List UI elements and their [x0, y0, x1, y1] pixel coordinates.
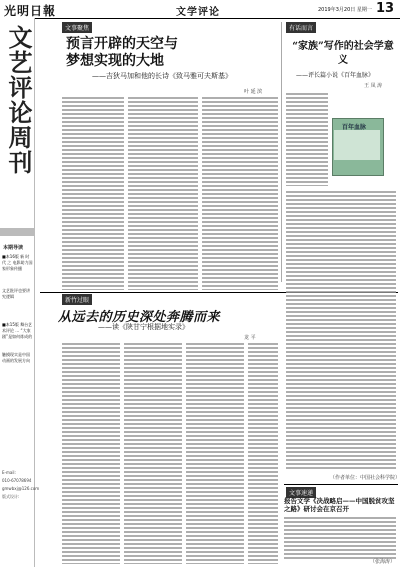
book-cover-inner — [334, 130, 380, 160]
toc-item[interactable]: ■本16版 新 时 代 之 电影助力国家形象传播 — [2, 254, 33, 271]
article3-title[interactable]: “家族”写作的社会学意义 — [292, 41, 394, 66]
article1-subtitle: ——吉狄马加和他的长诗《致马雅可夫斯基》 — [92, 72, 232, 80]
section-rule-2 — [284, 484, 398, 485]
article4-note: （张海涛） — [370, 559, 396, 565]
article3-body-top — [286, 92, 328, 186]
contact-line: 版式设计: — [2, 494, 20, 499]
toc-item[interactable]: ■本15版 舞台艺术评论 … “大家剧”是如何炼成的 — [2, 322, 33, 339]
contact-line: gmwbxj@126.com — [2, 486, 40, 491]
article1-author: 叶 延 滨 — [244, 89, 263, 95]
article2-tag: 新竹过眼 — [62, 294, 92, 305]
article3-note: （作者单位：中国社会科学院） — [330, 475, 400, 481]
toc-item[interactable]: 触摸现实是中国动画的发展方向 — [2, 352, 30, 363]
article2-subtitle: ——读《陕甘宁根据地实录》 — [98, 323, 189, 331]
article1-tag: 文事聚焦 — [62, 22, 92, 33]
article2-body-col4 — [248, 342, 278, 564]
article3-tag: 有话而言 — [286, 22, 316, 33]
column-divider — [281, 22, 282, 282]
article1-title-line2: 梦想实现的大地 — [66, 53, 164, 69]
article1-body-col3 — [202, 96, 278, 290]
article4-title[interactable]: 报告文学《决战略启——中国脱贫攻坚之路》研讨会在京召开 — [284, 497, 395, 513]
article2-author: 龙 平 — [244, 335, 256, 341]
article4-body — [284, 516, 396, 560]
toc-heading: 本期导读 — [3, 245, 24, 251]
book-cover-title: 百年血脉 — [342, 124, 367, 131]
article2-body-col3 — [186, 342, 244, 564]
article3-subtitle: ——评长篇小说《百年血脉》 — [296, 72, 375, 79]
article2-body-col2 — [124, 342, 182, 564]
article2-title[interactable]: 从远去的历史深处奔腾而来 — [58, 310, 221, 325]
article1-body-col1 — [62, 96, 124, 290]
contact-line: E-mail: — [2, 470, 16, 475]
weekly-title: 文艺评论周刊 — [4, 25, 33, 175]
article1-title-line1: 预言开辟的天空与 — [66, 36, 178, 52]
article4-tag: 文事速递 — [286, 487, 316, 498]
decor-band — [0, 228, 34, 236]
contact-line: 010-67078694 — [2, 478, 32, 483]
newspaper-brand: 光明日報 — [4, 4, 57, 18]
article2-body-col1 — [62, 342, 120, 564]
section-title: 文学评论 — [176, 7, 220, 18]
article1-title[interactable] — [66, 36, 276, 70]
dateline: 2019年3月20日 星期一 — [318, 7, 372, 13]
article1-body-col2 — [128, 96, 198, 290]
page-number: 13 — [376, 1, 395, 16]
article3-body — [286, 190, 396, 470]
toc-item[interactable]: 文艺批评也要讲究逻辑 — [2, 288, 30, 299]
article3-author: 王 凤 涛 — [364, 83, 383, 89]
